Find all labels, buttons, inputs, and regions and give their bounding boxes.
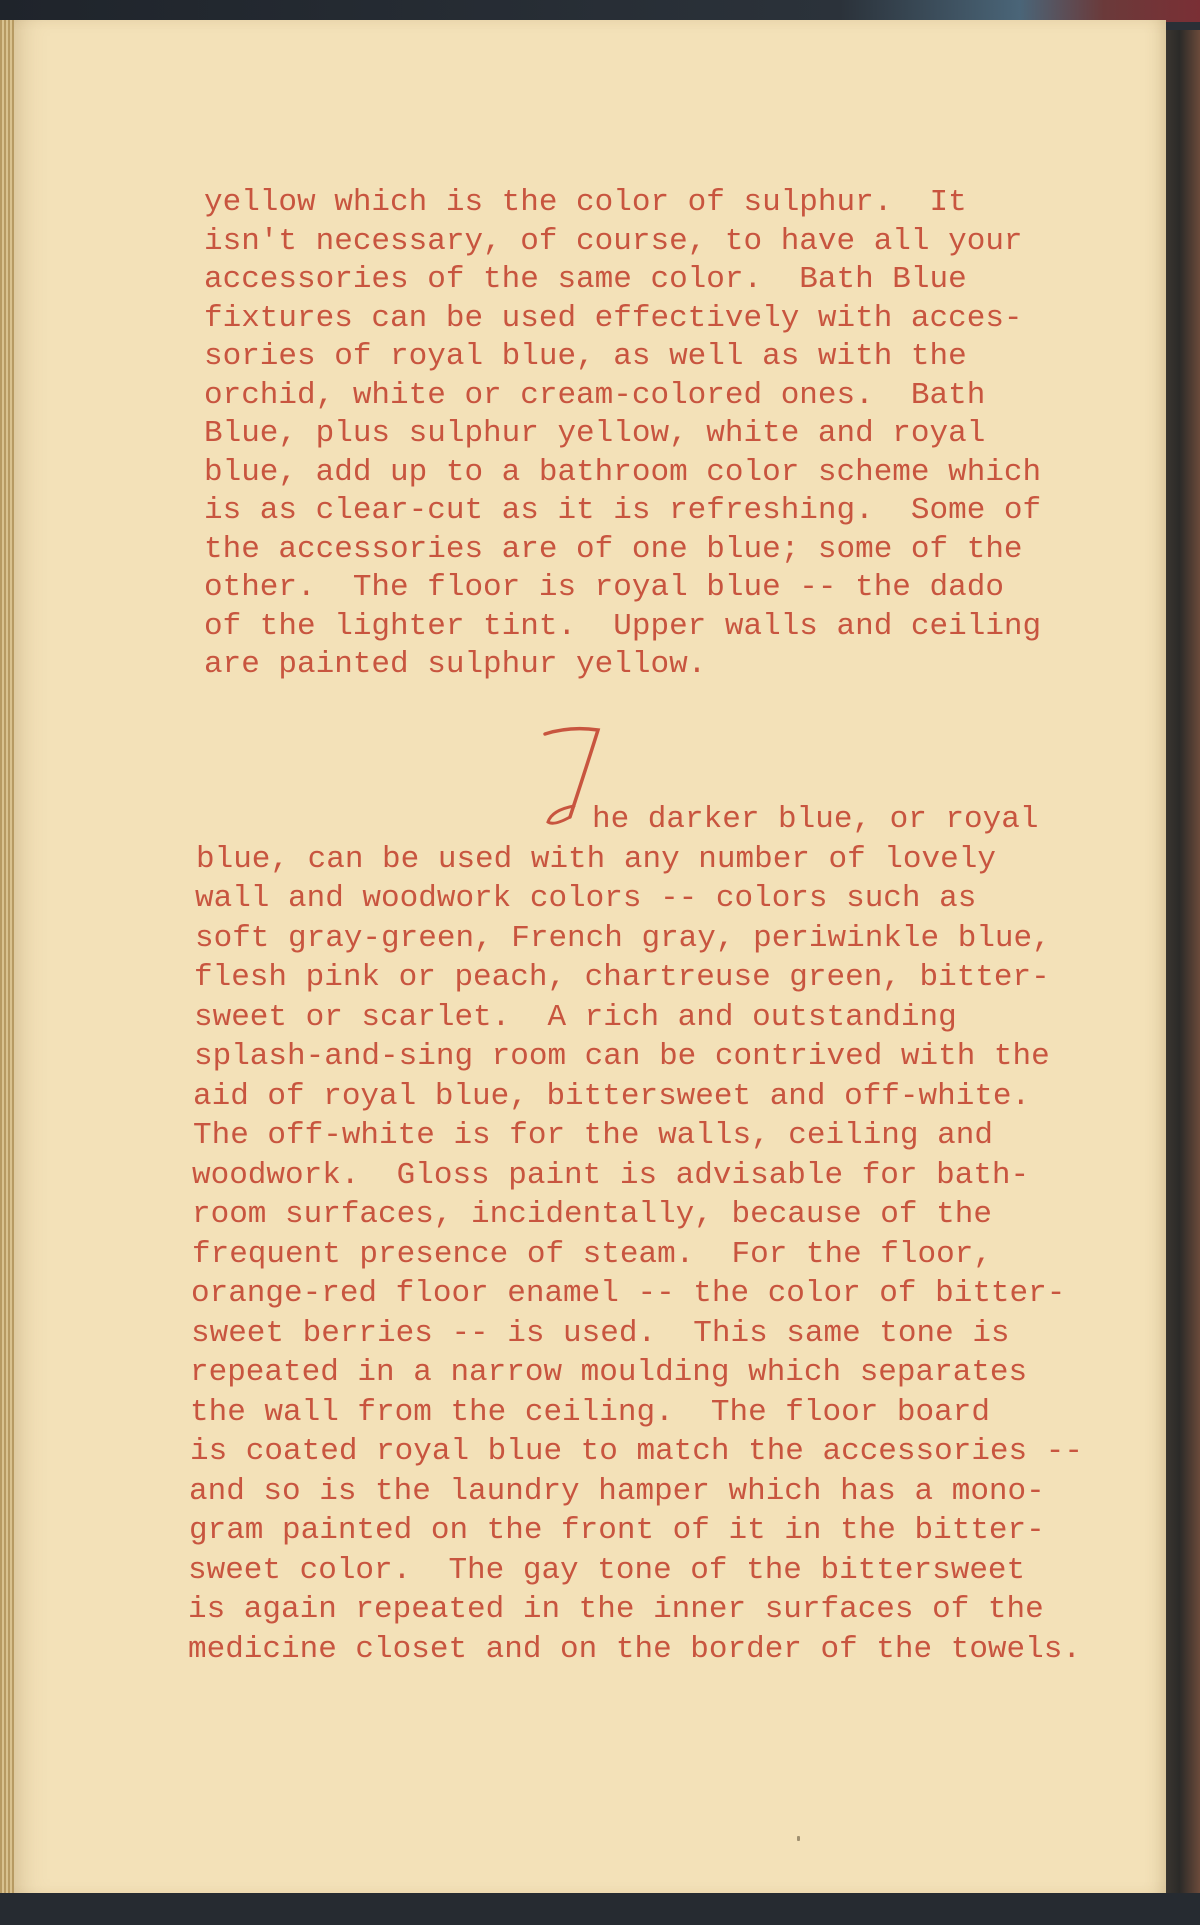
text-line: blue, add up to a bathroom color scheme which: [204, 454, 1042, 490]
text-line: sories of royal blue, as well as with the: [204, 339, 967, 374]
text-line: Blue, plus sulphur yellow, white and royal: [204, 416, 986, 451]
text-line: repeated in a narrow moulding which separates: [190, 1355, 1028, 1390]
text-line: frequent presence of steam. For the floor,: [192, 1236, 992, 1272]
text-line: of the lighter tint. Upper walls and ceiling: [204, 608, 1042, 644]
text-line: aid of royal blue, bittersweet and off-white.: [193, 1078, 1031, 1114]
text-line: gram painted on the front of it in the bitter-: [189, 1513, 1045, 1548]
text-line: orchid, white or cream-colored ones. Bath: [204, 377, 986, 413]
text-line: medicine closet and on the border of the towels.: [188, 1631, 1081, 1667]
text-line: room surfaces, incidentally, because of the: [192, 1197, 992, 1232]
text-line: sweet berries -- is used. This same tone is: [191, 1315, 1010, 1351]
text-line: the wall from the ceiling. The floor board: [190, 1394, 990, 1430]
text-line: accessories of the same color. Bath Blue: [204, 262, 967, 297]
text-line: The off-white is for the walls, ceiling and: [193, 1118, 993, 1153]
text-line: is as clear-cut as it is refreshing. Some of: [204, 493, 1042, 528]
text-line: soft gray-green, French gray, periwinkle blue,: [195, 920, 1051, 956]
text-line: wall and woodwork colors -- colors such as: [195, 881, 977, 916]
text-line: is again repeated in the inner surfaces of the: [188, 1592, 1044, 1627]
text-line: sweet or scarlet. A rich and outstanding: [194, 999, 957, 1035]
text-line: and so is the laundry hamper which has a mono-: [189, 1473, 1045, 1509]
text-line: the accessories are of one blue; some of the: [204, 531, 1023, 567]
text-line: other. The floor is royal blue -- the dado: [204, 570, 1004, 605]
page-mark: [797, 1836, 800, 1841]
text-line: he darker blue, or royal: [592, 802, 1039, 837]
text-line: splash-and-sing room can be contrived with the: [194, 1039, 1050, 1074]
text-line: sweet color. The gay tone of the bittersweet: [188, 1552, 1026, 1588]
text-line: blue, can be used with any number of lovely: [196, 841, 996, 877]
book-cover-bottom: [0, 1893, 1200, 1925]
book-spine-edge: [1166, 30, 1200, 1895]
text-line: flesh pink or peach, chartreuse green, bitter-: [194, 960, 1050, 995]
text-line: yellow which is the color of sulphur. It: [204, 185, 967, 220]
text-line: are painted sulphur yellow.: [204, 647, 707, 682]
text-line: orange-red floor enamel -- the color of bitter-: [191, 1276, 1066, 1311]
text-line: woodwork. Gloss paint is advisable for bath-: [192, 1157, 1030, 1193]
text-line: is coated royal blue to match the accessories --: [190, 1434, 1083, 1469]
svg-text:T: T: [540, 722, 541, 723]
text-line: fixtures can be used effectively with acces-: [204, 300, 1023, 336]
book-cover-top: [0, 0, 1200, 22]
text-line: isn't necessary, of course, to have all your: [204, 223, 1023, 259]
